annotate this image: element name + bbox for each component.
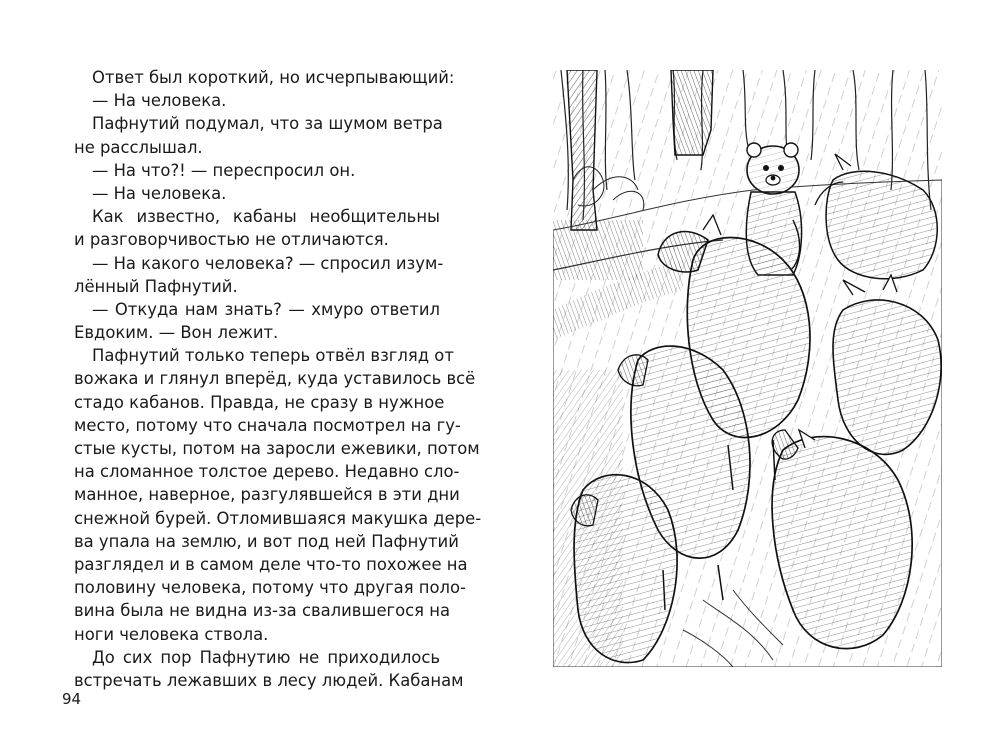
text-line: место, потому что сначала посмотрел на гу- — [74, 415, 461, 435]
text-line: встречать лежавших в лесу людей. Кабанам — [74, 670, 464, 690]
text-line: ноги человека ствола. — [74, 624, 269, 644]
text-line: стадо кабанов. Правда, не сразу в нужное — [74, 392, 445, 412]
body-text — [74, 66, 482, 692]
text-line: половину человека, потому что другая поло- — [74, 578, 466, 598]
text-line: снежной бурей. Отломившаяся макушка дере- — [74, 508, 482, 528]
text-line: Как известно, кабаны необщительны — [92, 207, 440, 227]
text-line: стые кусты, потом на заросли ежевики, потом — [74, 439, 480, 458]
boar-bottom-left — [571, 475, 677, 663]
text-line: не расслышал. — [74, 137, 203, 157]
text-line: и разговорчивостью не отличаются. — [74, 230, 389, 250]
text-line: Пафнутий только теперь отвёл взгляд от — [92, 346, 454, 366]
bushes-left — [553, 220, 643, 280]
text-line: — На человека. — [92, 91, 227, 111]
text-line: — Откуда нам знать? — хмуро ответил — [92, 299, 440, 319]
text-line: Пафнутий подумал, что за шумом ветра — [92, 114, 443, 134]
text-line: — На что?! — переспросил он. — [92, 160, 356, 180]
text-line: манное, наверное, разгулявшейся в эти дни — [74, 485, 460, 505]
illustration-bear-cub-and-boars — [553, 70, 942, 667]
page-number: 94 — [62, 690, 82, 708]
text-line: лённый Пафнутий. — [74, 276, 238, 296]
text-line: разглядел и в самом деле что-то похожее на — [74, 554, 468, 574]
text-line: До сих пор Пафнутию не приходилось — [92, 647, 440, 667]
text-line: — На какого человека? — спросил изум- — [92, 253, 444, 273]
text-line: вожака и глянул вперёд, куда уставилось всё — [74, 369, 476, 389]
text-line: — На человека. — [92, 183, 227, 203]
text-line: вина была не видна из-за свалившегося на — [74, 601, 451, 621]
text-line: Евдоким. — Вон лежит. — [74, 323, 279, 343]
text-line: ва упала на землю, и вот под ней Пафнутий — [74, 531, 459, 551]
text-line: Ответ был короткий, но исчерпывающий: — [92, 68, 455, 87]
text-line: на сломанное толстое дерево. Недавно сло- — [74, 462, 460, 482]
